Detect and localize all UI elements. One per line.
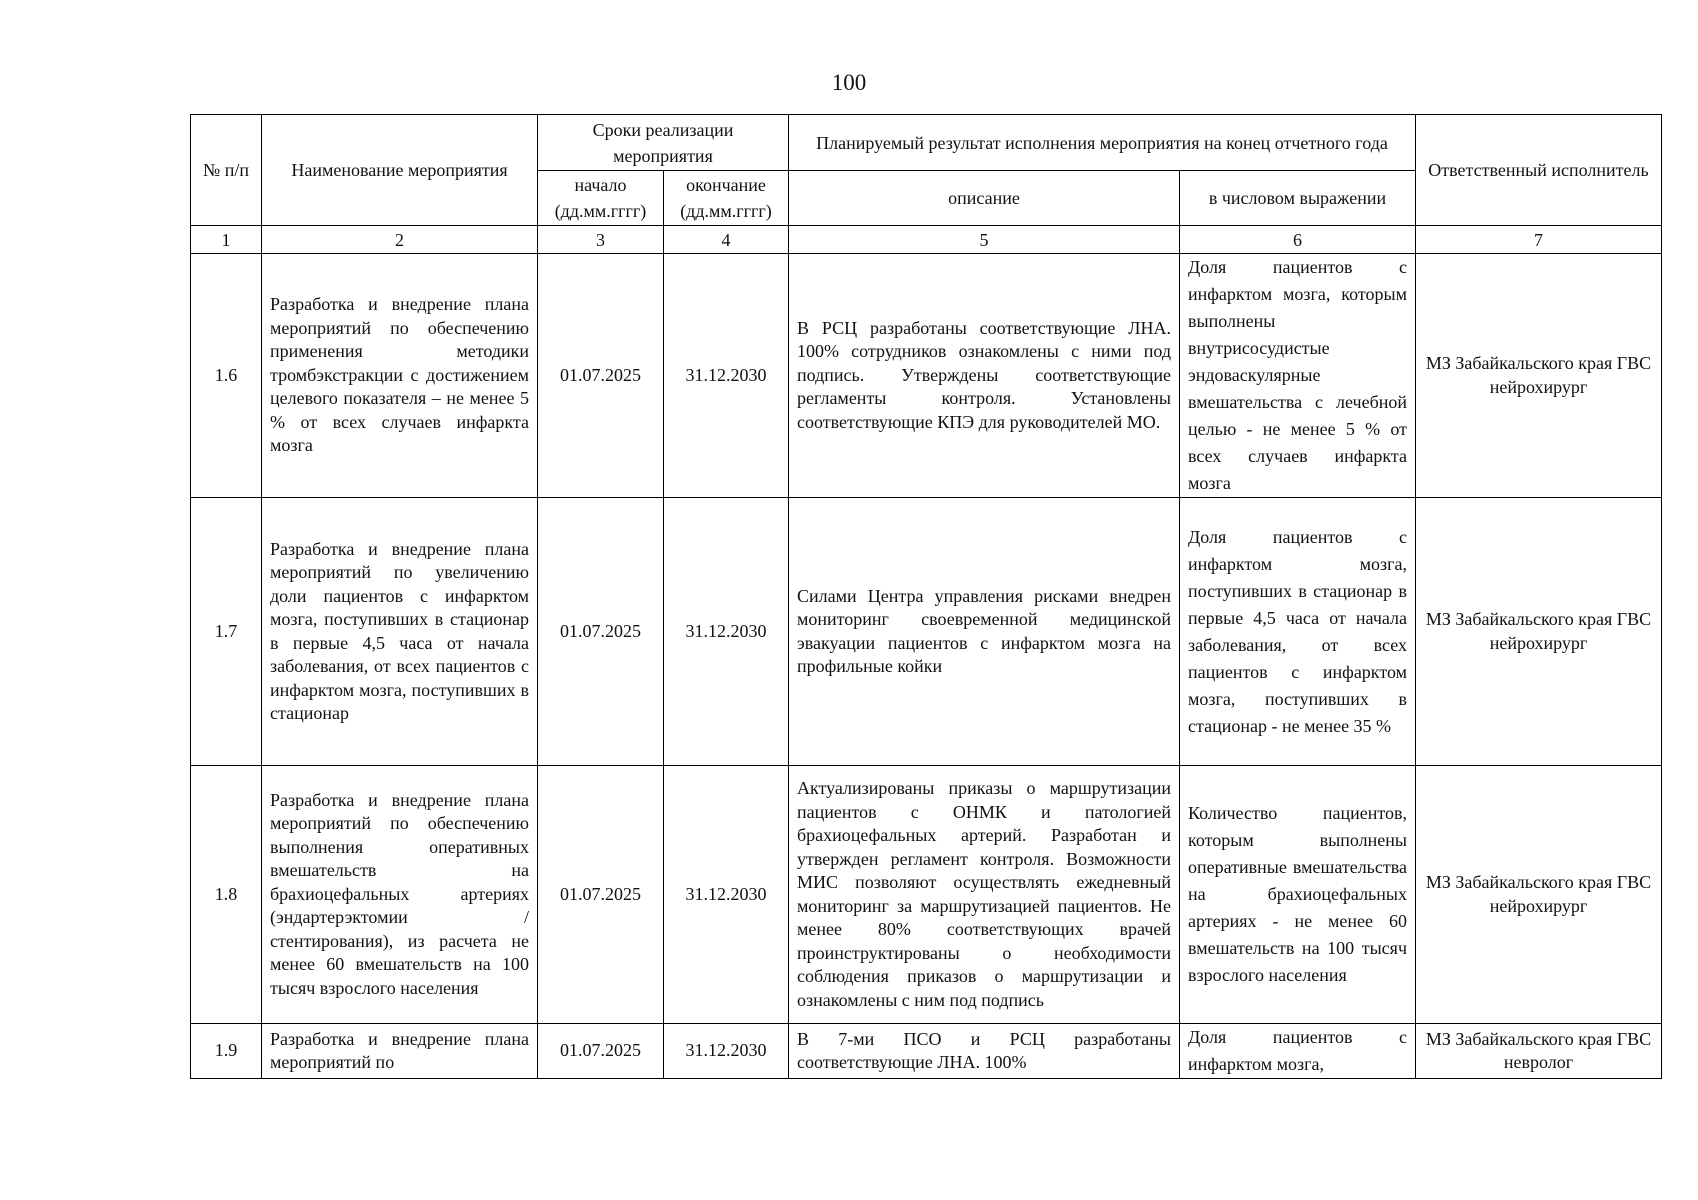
table-row: [191, 1024, 1662, 1079]
result-numeric: Доля пациентов с инфарктом мозга, которым выполнены внутрисосудистые эндоваскулярные вмешательства с лечебной целью - не менее 5 % от всех случаев инфаркта мозга: [1180, 254, 1416, 498]
end-date: 31.12.2030: [664, 1024, 789, 1079]
header-responsible: Ответственный исполнитель: [1416, 115, 1662, 226]
result-description: В 7-ми ПСО и РСЦ разработаны соответствующие ЛНА. 100%: [789, 1024, 1180, 1079]
end-date: 31.12.2030: [664, 254, 789, 498]
responsible-executor: МЗ Забайкальского края ГВС нейрохирург: [1416, 766, 1662, 1024]
column-number: 4: [664, 226, 789, 254]
result-numeric: Доля пациентов с инфарктом мозга, поступивших в стационар в первые 4,5 часа от начала заболевания, от всех пациентов с инфарктом мозга, поступивших в стационар - не менее 35 %: [1180, 498, 1416, 766]
start-date: 01.07.2025: [538, 1024, 664, 1079]
column-number: 3: [538, 226, 664, 254]
responsible-executor: МЗ Забайкальского края ГВС невролог: [1416, 1024, 1662, 1079]
header-activity-name: Наименование мероприятия: [262, 115, 538, 226]
header-number: № п/п: [191, 115, 262, 226]
header-description: описание: [789, 171, 1180, 226]
table-row: [191, 498, 1662, 766]
start-date: 01.07.2025: [538, 766, 664, 1024]
activity-name: Разработка и внедрение плана мероприятий по: [262, 1024, 538, 1079]
row-number: 1.6: [191, 254, 262, 498]
result-description: Актуализированы приказы о маршрутизации пациентов с ОНМК и патологией брахиоцефальных артерий. Разработан и утвержден регламент контроля. Возможности МИС позволяют осуществлять ежедневный мониторинг за маршрутизацией пациентов. Не менее 80% соответствующих врачей проинструктированы о необходимости соблюдения приказов о маршрутизации и ознакомлены с ним под подпись: [789, 766, 1180, 1024]
row-number: 1.9: [191, 1024, 262, 1079]
page-number: 100: [831, 70, 867, 95]
action-plan-table: [190, 114, 1662, 1079]
header-numeric-value: в числовом выражении: [1180, 171, 1416, 226]
responsible-executor: МЗ Забайкальского края ГВС нейрохирург: [1416, 498, 1662, 766]
header-terms: Сроки реализации мероприятия: [538, 115, 789, 171]
row-number: 1.8: [191, 766, 262, 1024]
column-number: 6: [1180, 226, 1416, 254]
end-date: 31.12.2030: [664, 766, 789, 1024]
responsible-executor: МЗ Забайкальского края ГВС нейрохирург: [1416, 254, 1662, 498]
row-number: 1.7: [191, 498, 262, 766]
start-date: 01.07.2025: [538, 498, 664, 766]
result-numeric: Количество пациентов, которым выполнены оперативные вмешательства на брахиоцефальных артериях - не менее 60 вмешательств на 100 тысяч взрослого населения: [1180, 766, 1416, 1024]
column-number: 7: [1416, 226, 1662, 254]
end-date: 31.12.2030: [664, 498, 789, 766]
table-row: [191, 766, 1662, 1024]
column-number: 5: [789, 226, 1180, 254]
column-number: 1: [191, 226, 262, 254]
table-row: [191, 254, 1662, 498]
header-planned-result: Планируемый результат исполнения мероприятия на конец отчетного года: [789, 115, 1416, 171]
result-numeric: Доля пациентов с инфарктом мозга,: [1180, 1024, 1416, 1079]
start-date: 01.07.2025: [538, 254, 664, 498]
header-end-date: окончание (дд.мм.гггг): [664, 171, 789, 226]
result-description: Силами Центра управления рисками внедрен мониторинг своевременной медицинской эвакуации пациентов с инфарктом мозга на профильные койки: [789, 498, 1180, 766]
result-description: В РСЦ разработаны соответствующие ЛНА. 100% сотрудников ознакомлены с ними под подпись. Утверждены соответствующие регламенты контроля. Установлены соответствующие КПЭ для руководителей МО.: [789, 254, 1180, 498]
activity-name: Разработка и внедрение плана мероприятий по увеличению доли пациентов с инфарктом мозга, поступивших в стационар в первые 4,5 часа от начала заболевания, от всех пациентов с инфарктом мозга, поступивших в стационар: [262, 498, 538, 766]
activity-name: Разработка и внедрение плана мероприятий по обеспечению выполнения оперативных вмешательств на брахиоцефальных артериях (эндартерэктомии / стентирования), из расчета не менее 60 вмешательств на 100 тысяч взрослого населения: [262, 766, 538, 1024]
header-start-date: начало (дд.мм.гггг): [538, 171, 664, 226]
activity-name: Разработка и внедрение плана мероприятий по обеспечению применения методики тромбэкстракции с достижением целевого показателя – не менее 5 % от всех случаев инфаркта мозга: [262, 254, 538, 498]
column-number: 2: [262, 226, 538, 254]
